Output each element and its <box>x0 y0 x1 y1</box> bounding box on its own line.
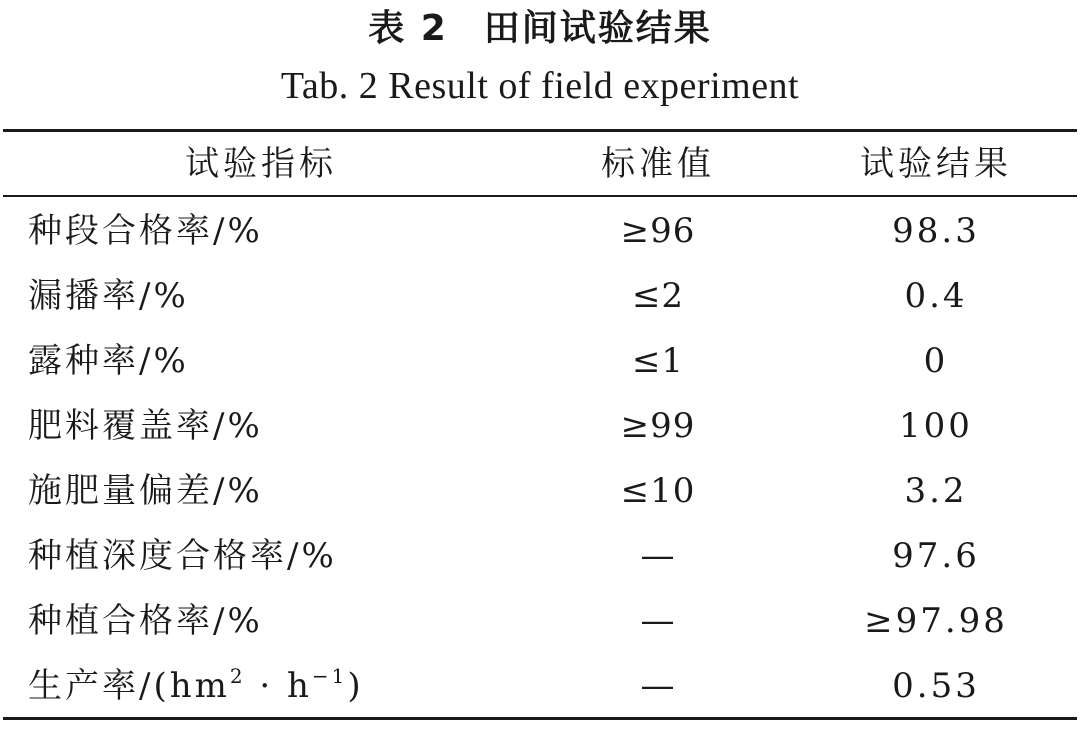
indicator-suffix: ) <box>347 666 364 706</box>
table-row <box>0 266 1080 326</box>
table-row <box>0 331 1080 391</box>
header-result: 试验结果 <box>860 144 1012 184</box>
indicator-cell: 肥料覆盖率/% <box>28 406 263 446</box>
standard-cell: — <box>640 666 676 706</box>
standard-cell: ≥96 <box>620 211 696 251</box>
standard-cell: — <box>640 536 676 576</box>
standard-cell: ≥99 <box>620 406 696 446</box>
table-header-row <box>0 134 1080 194</box>
indicator-cell: 露种率/% <box>28 341 189 381</box>
indicator-cell: 漏播率/% <box>28 276 189 316</box>
header-indicator: 试验指标 <box>185 144 337 184</box>
header-standard: 标准值 <box>601 144 715 184</box>
indicator-cell <box>28 656 364 716</box>
standard-cell: ≤10 <box>620 471 696 511</box>
table-row <box>0 201 1080 261</box>
indicator-cell: 种段合格率/% <box>28 211 263 251</box>
table-title-cn: 田间试验结果 <box>483 8 712 49</box>
result-cell: 98.3 <box>892 211 980 251</box>
result-cell: 3.2 <box>904 471 968 511</box>
indicator-middle: · h <box>245 666 312 706</box>
standard-cell: ≤2 <box>631 276 685 316</box>
result-cell: 100 <box>899 406 973 446</box>
indicator-prefix: 生产率/(hm <box>28 666 230 706</box>
unit-superscript: −1 <box>311 664 348 688</box>
indicator-cell: 施肥量偏差/% <box>28 471 263 511</box>
result-cell: 0.53 <box>892 666 980 706</box>
table-caption-cn <box>0 4 1080 54</box>
table-bottom-rule <box>3 717 1077 720</box>
table-row <box>0 656 1080 716</box>
table-row <box>0 396 1080 456</box>
result-cell: 0 <box>923 341 949 381</box>
result-cell: ≥97.98 <box>864 601 1008 641</box>
table-row <box>0 461 1080 521</box>
table-number: 表 2 <box>368 8 448 49</box>
result-cell: 0.4 <box>904 276 968 316</box>
standard-cell: — <box>640 601 676 641</box>
table-row <box>0 526 1080 586</box>
table-caption-en: Tab. 2 Result of field experiment <box>280 65 800 107</box>
table-top-rule <box>3 129 1077 132</box>
standard-cell: ≤1 <box>631 341 685 381</box>
table-row <box>0 591 1080 651</box>
indicator-cell: 种植合格率/% <box>28 601 263 641</box>
unit-superscript: 2 <box>229 664 246 688</box>
result-cell: 97.6 <box>892 536 980 576</box>
indicator-cell: 种植深度合格率/% <box>28 536 337 576</box>
table-header-rule <box>3 195 1077 197</box>
